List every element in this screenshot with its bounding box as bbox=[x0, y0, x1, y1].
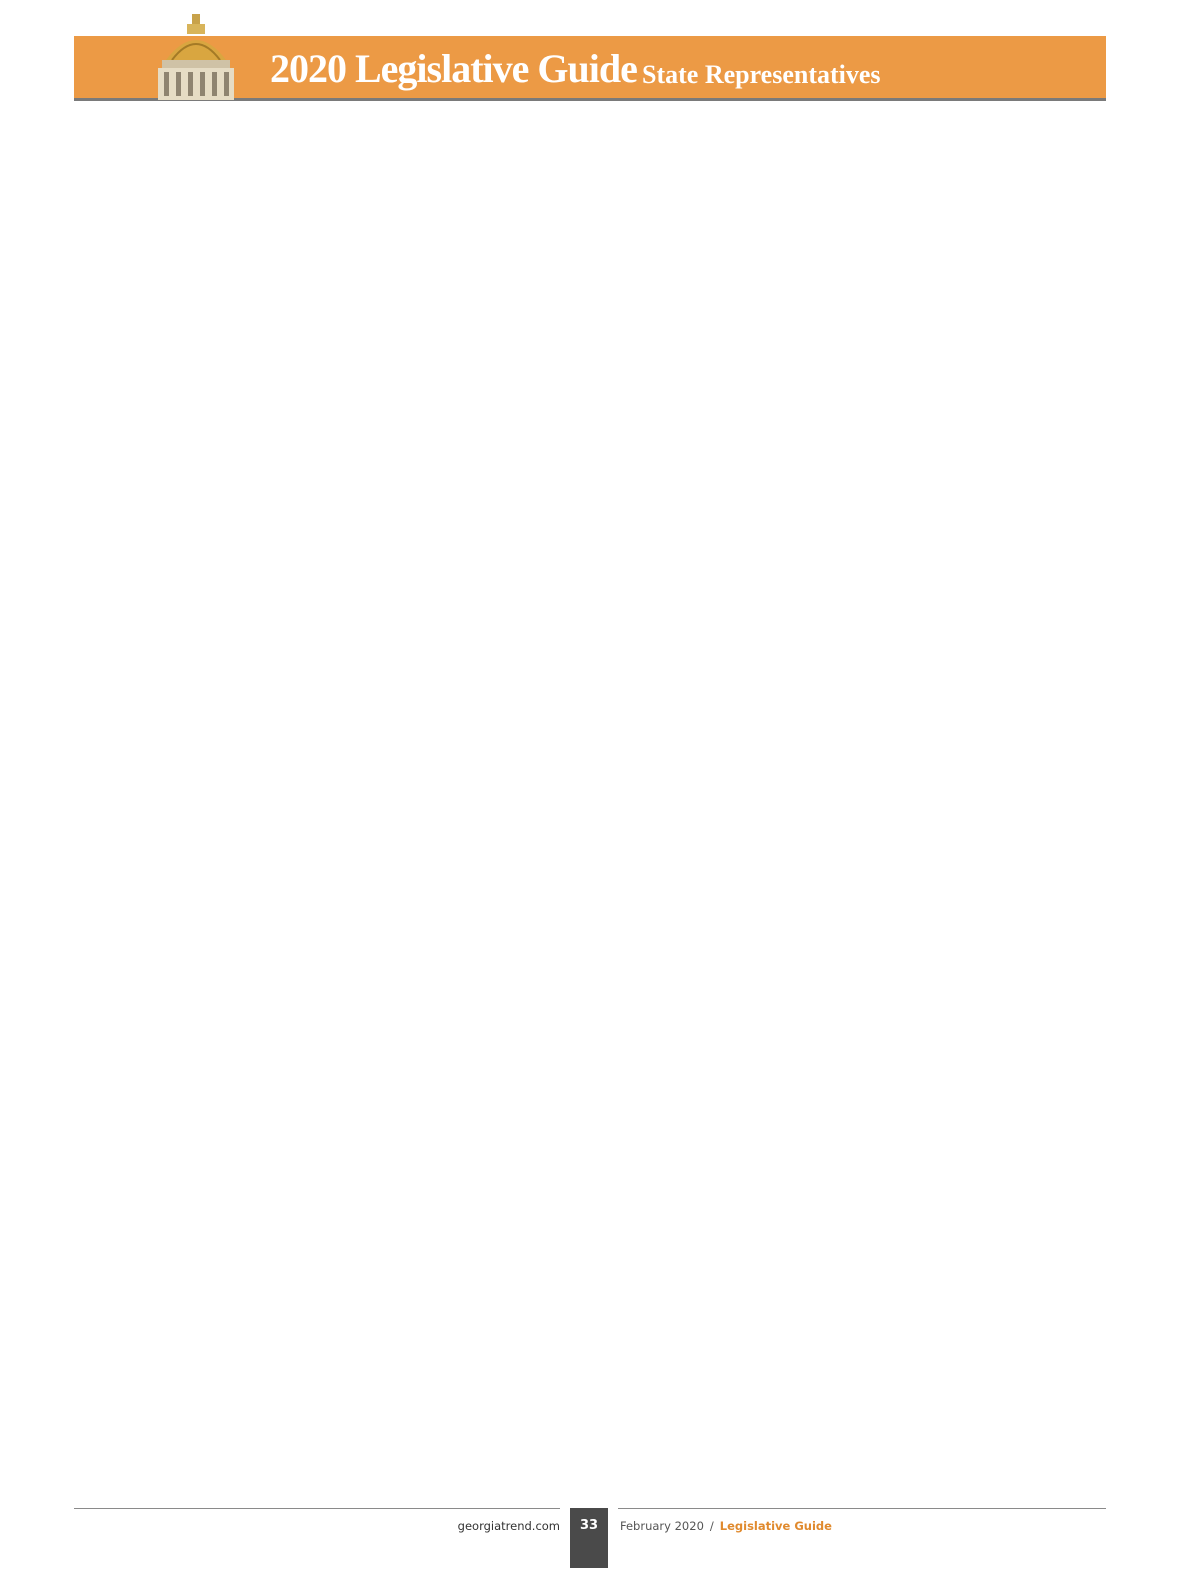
page-number: 33 bbox=[579, 1518, 599, 1533]
footer-section: Legislative Guide bbox=[719, 1519, 832, 1533]
footer-date: February 2020 bbox=[620, 1519, 704, 1533]
page-title: 2020 Legislative Guide bbox=[270, 46, 637, 91]
footer-site: georgiatrend.com bbox=[457, 1519, 560, 1533]
footer-issue bbox=[620, 1519, 832, 1533]
page-number-box bbox=[570, 1508, 608, 1568]
footer-separator: / bbox=[709, 1519, 714, 1533]
page-subtitle: State Representatives bbox=[642, 60, 881, 89]
footer-rule-left bbox=[74, 1508, 560, 1509]
capitol-dome-icon bbox=[152, 14, 240, 100]
footer-rule-right bbox=[618, 1508, 1106, 1509]
